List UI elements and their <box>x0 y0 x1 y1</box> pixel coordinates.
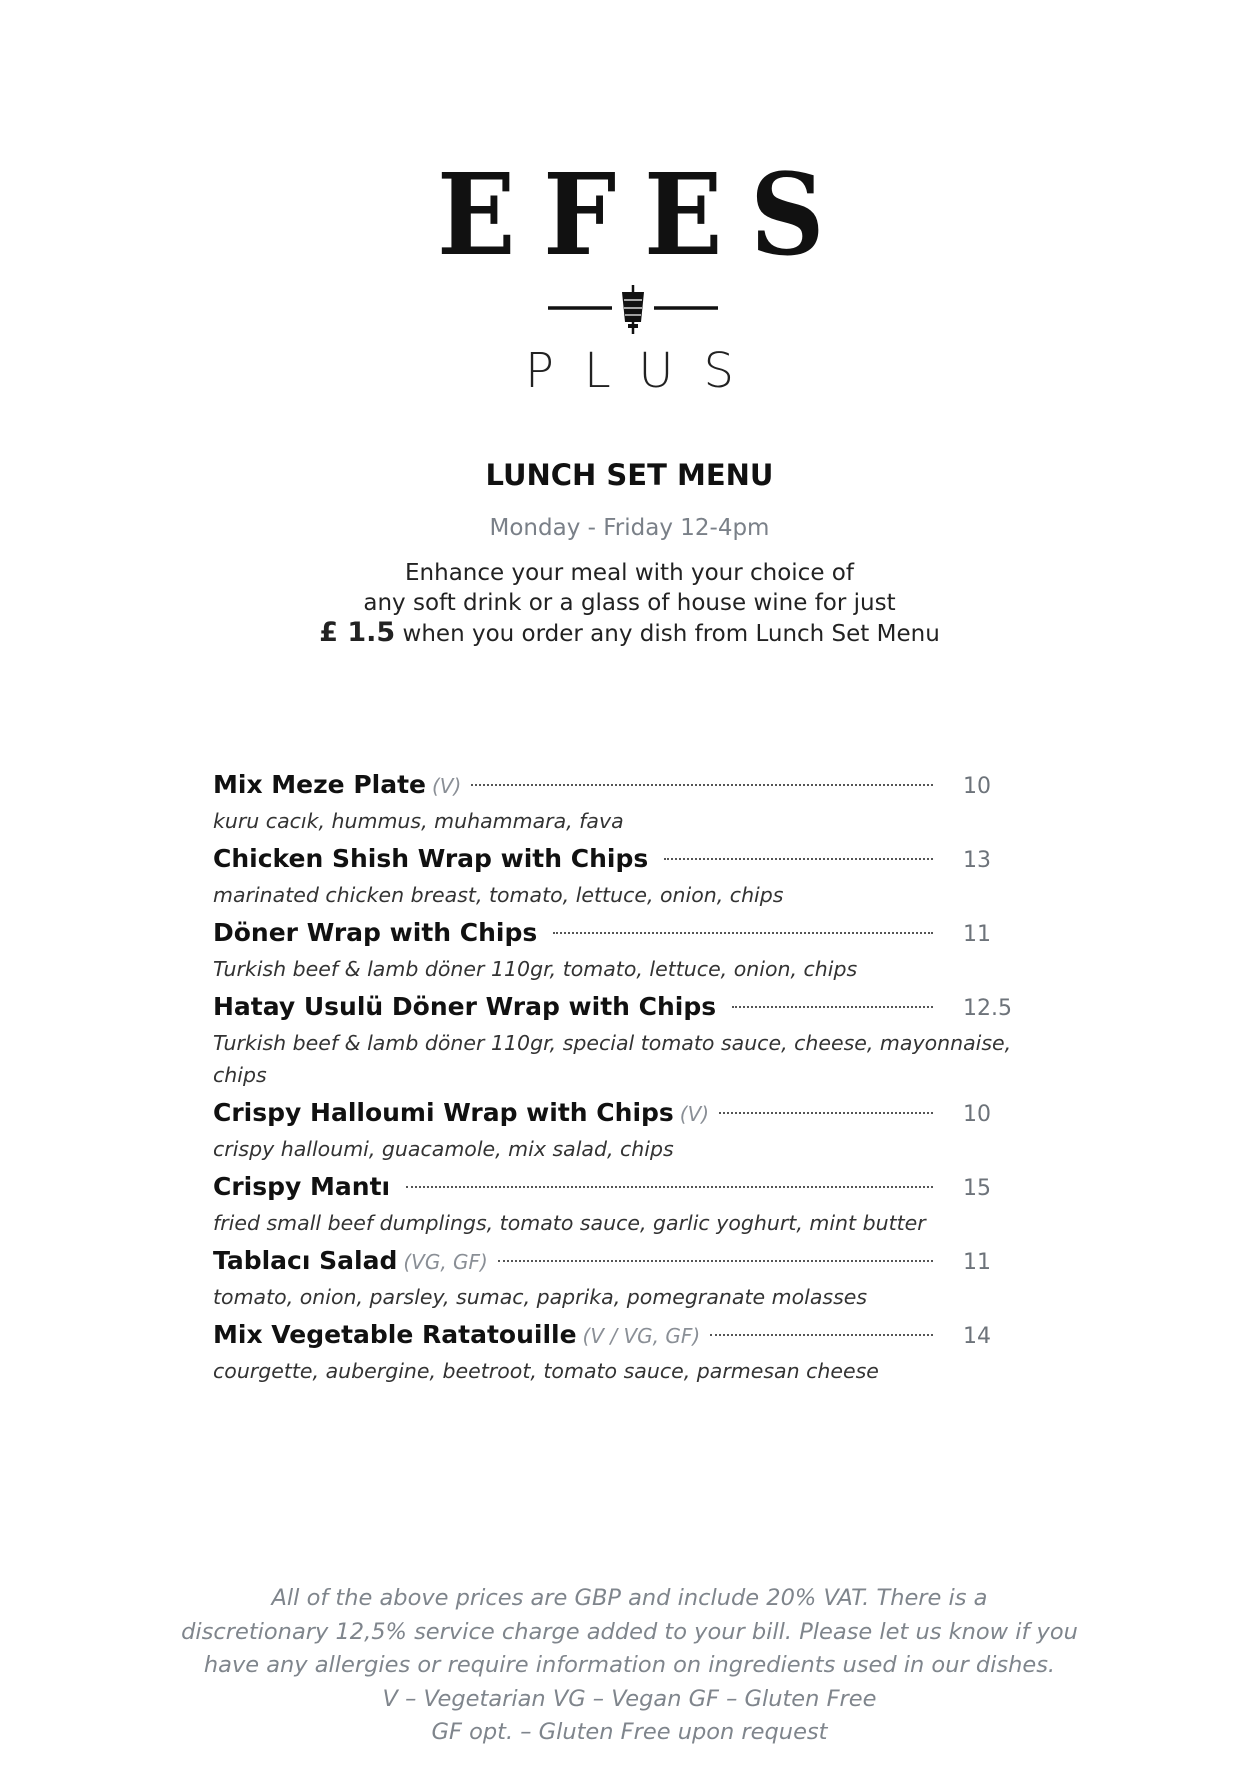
item-description: Turkish beef & lamb döner 110gr, special tomato sauce, cheese, mayonnaise, chips <box>213 1031 1012 1087</box>
item-description: courgette, aubergine, beetroot, tomato sauce, parmesan cheese <box>213 1359 879 1383</box>
menu-item <box>213 1241 1013 1313</box>
item-description: crispy halloumi, guacamole, mix salad, chips <box>213 1137 674 1161</box>
item-price: 15 <box>963 1176 991 1201</box>
logo-subtitle: PLUS <box>525 343 764 399</box>
menu-item <box>213 1093 1013 1165</box>
menu-item <box>213 1167 1013 1239</box>
dotted-leader <box>664 858 933 860</box>
dotted-leader <box>732 1006 933 1008</box>
promo-line: Enhance your meal with your choice of <box>405 560 854 586</box>
promo-text <box>0 558 1259 649</box>
logo <box>0 150 1259 281</box>
item-dietary-tag: (V) <box>432 774 462 798</box>
item-description: kuru cacık, hummus, muhammara, fava <box>213 809 624 833</box>
dotted-leader <box>471 784 933 786</box>
menu-item <box>213 839 1013 911</box>
doner-kebab-icon <box>622 285 644 334</box>
item-name: Chicken Shish Wrap with Chips <box>213 844 649 873</box>
item-price: 12.5 <box>963 996 1012 1021</box>
promo-price: £ 1.5 <box>319 617 396 648</box>
item-name: Crispy Mantı <box>213 1172 391 1201</box>
logo-wordmark: EFES <box>436 150 853 281</box>
promo-line-text: when you order any dish from Lunch Set Menu <box>395 621 940 647</box>
item-name: Hatay Usulü Döner Wrap with Chips <box>213 992 717 1021</box>
item-description: marinated chicken breast, tomato, lettuce, onion, chips <box>213 883 784 907</box>
item-dietary-tag: (V) <box>679 1102 710 1126</box>
menu-list <box>213 765 1013 1389</box>
footer-notes <box>0 1582 1259 1750</box>
item-name: Mix Meze Plate <box>213 770 426 799</box>
dotted-leader <box>406 1186 933 1188</box>
footer-line: have any allergies or require information on ingredients used in our dishes. <box>203 1652 1056 1678</box>
item-dietary-tag: (VG, GF) <box>403 1250 488 1274</box>
footer-legend: V – Vegetarian VG – Vegan GF – Gluten Free <box>382 1685 877 1712</box>
item-name: Crispy Halloumi Wrap with Chips <box>213 1098 674 1127</box>
dotted-leader <box>710 1334 933 1336</box>
logo-divider <box>0 282 1259 342</box>
footer-line: discretionary 12,5% service charge added to your bill. Please let us know if you <box>181 1618 1078 1645</box>
menu-hours: Monday - Friday 12-4pm <box>489 515 770 541</box>
menu-item <box>213 913 1013 985</box>
promo-line <box>0 618 1259 649</box>
item-price: 10 <box>963 1102 991 1127</box>
promo-line: any soft drink or a glass of house wine for just <box>363 590 896 616</box>
dotted-leader <box>719 1112 933 1114</box>
item-dietary-tag: (V / VG, GF) <box>582 1324 701 1348</box>
menu-title: LUNCH SET MENU <box>485 458 774 492</box>
menu-item <box>213 1315 1013 1387</box>
menu-item <box>213 765 1013 837</box>
dotted-leader <box>498 1260 933 1262</box>
item-description: fried small beef dumplings, tomato sauce, garlic yoghurt, mint butter <box>213 1211 926 1235</box>
item-description: Turkish beef & lamb döner 110gr, tomato, lettuce, onion, chips <box>213 957 858 981</box>
item-price: 11 <box>963 1250 991 1275</box>
dotted-leader <box>553 932 933 934</box>
footer-line: All of the above prices are GBP and include 20% VAT. There is a <box>271 1585 988 1611</box>
item-name: Mix Vegetable Ratatouille <box>213 1320 577 1349</box>
item-price: 10 <box>963 774 991 799</box>
menu-item <box>213 987 1013 1091</box>
item-price: 13 <box>963 848 991 873</box>
item-price: 11 <box>963 922 991 947</box>
item-description: tomato, onion, parsley, sumac, paprika, pomegranate molasses <box>213 1285 868 1309</box>
item-name: Tablacı Salad <box>213 1246 398 1275</box>
item-name: Döner Wrap with Chips <box>213 918 538 947</box>
item-price: 14 <box>963 1324 991 1349</box>
footer-legend: GF opt. – Gluten Free upon request <box>431 1719 828 1745</box>
